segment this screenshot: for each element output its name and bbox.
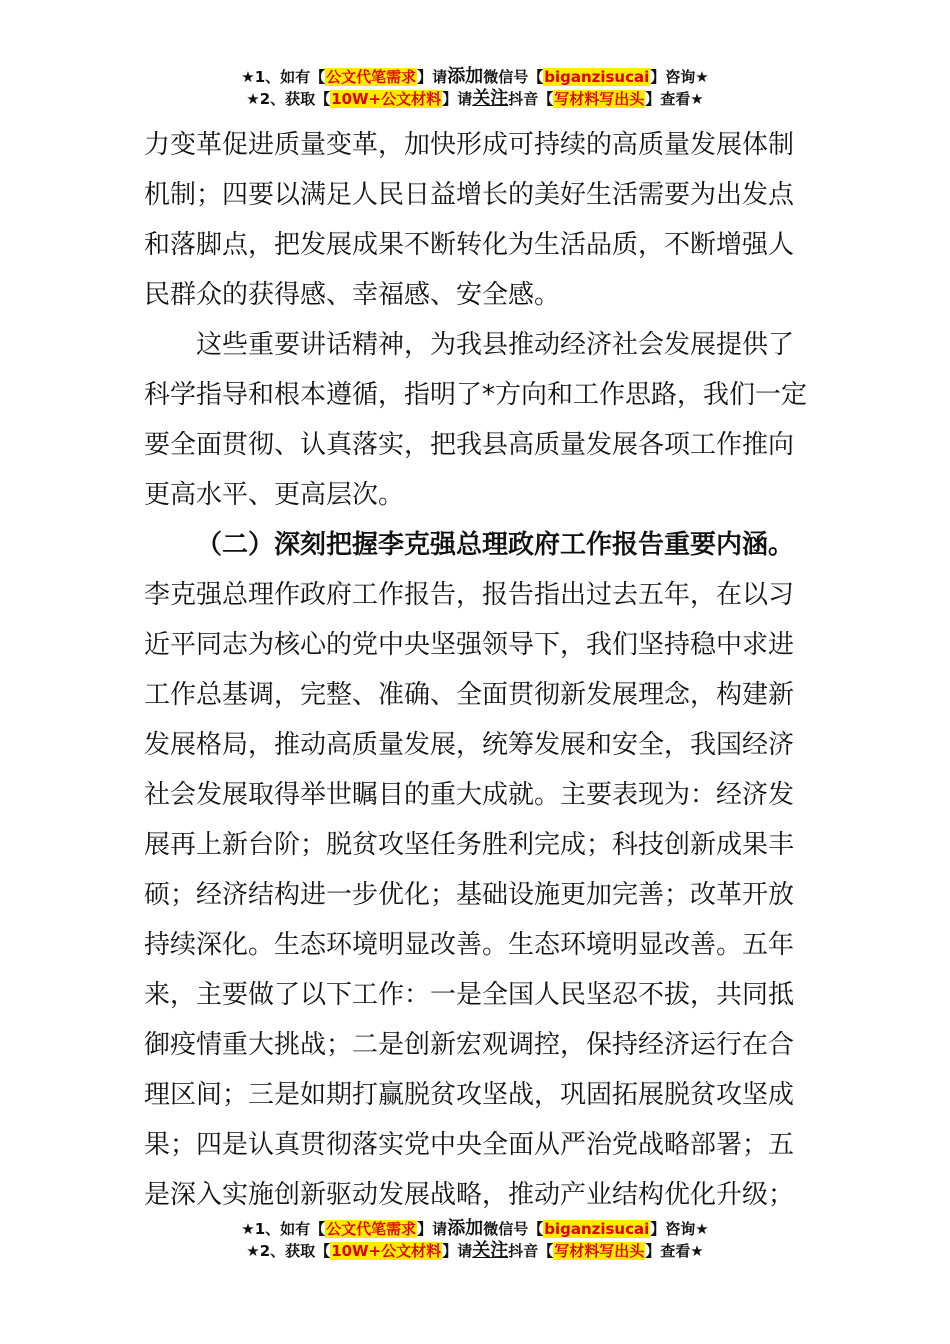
banner-highlight: 10W+公文材料 xyxy=(331,90,442,108)
banner-text: 】请 xyxy=(417,68,448,86)
banner-text: 抖音【 xyxy=(508,1242,554,1260)
banner-text: 】咨询★ xyxy=(650,1220,709,1238)
banner-line-2 xyxy=(0,1240,950,1262)
banner-highlight: 公文代笔需求 xyxy=(326,1220,417,1238)
banner-emphasis: 添加 xyxy=(447,1218,484,1239)
paragraph-continued: 力变革促进质量变革，加快形成可持续的高质量发展体制机制；四要以满足人民日益增长的美好生活需要为出发点和落脚点，把发展成果不断转化为生活品质，不断增强人民群众的获得感、幸福感、安全感。 xyxy=(144,130,795,310)
banner-highlight: 10W+公文材料 xyxy=(331,1242,442,1260)
banner-line-1 xyxy=(0,66,950,88)
banner-highlight: 公文代笔需求 xyxy=(326,68,417,86)
banner-text: ★2、获取【 xyxy=(246,1242,331,1260)
banner-text: 】请 xyxy=(442,1242,473,1260)
banner-emphasis: 关注 xyxy=(472,88,509,109)
banner-text: ★1、如有【 xyxy=(241,68,326,86)
banner-line-2 xyxy=(0,88,950,110)
header-banner xyxy=(0,66,950,110)
banner-line-1 xyxy=(0,1218,950,1240)
section-body: 李克强总理作政府工作报告，报告指出过去五年，在以习近平同志为核心的党中央坚强领导下，我们坚持稳中求进工作总基调，完整、准确、全面贯彻新发展理念，构建新发展格局，推动高质量发展，统筹发展和安全，我国经济社会发展取得举世瞩目的重大成就。主要表现为：经济发展再上新台阶；脱贫攻坚任务胜利完成；科技创新成果丰硕；经济结构进一步优化；基础设施更加完善；改革开放持续深化。生态环境明显改善。生态环境明显改善。五年来，主要做了以下工作：一是全国人民坚忍不拔，共同抵御疫情重大挑战；二是创新宏观调控，保持经济运行在合理区间；三是如期打赢脱贫攻坚战，巩固拓展脱贫攻坚成果；四是认真贯彻落实党中央全面从严治党战略部署；五是深入实施创新驱动发展战略，推动产业结构优化升级； xyxy=(144,580,795,1210)
footer-banner xyxy=(0,1218,950,1262)
banner-text: 】查看★ xyxy=(645,90,704,108)
banner-text: 】查看★ xyxy=(645,1242,704,1260)
section-heading: （二）深刻把握李克强总理政府工作报告重要内涵。 xyxy=(196,530,795,560)
banner-text: 】请 xyxy=(442,90,473,108)
banner-text: 】咨询★ xyxy=(650,68,709,86)
banner-highlight: biganzisucai xyxy=(544,68,650,86)
paragraph-section-two xyxy=(144,520,812,1220)
banner-text: 抖音【 xyxy=(508,90,554,108)
banner-text: 微信号【 xyxy=(483,68,544,86)
banner-text: ★2、获取【 xyxy=(246,90,331,108)
banner-text: 】请 xyxy=(417,1220,448,1238)
banner-text: ★1、如有【 xyxy=(241,1220,326,1238)
banner-emphasis: 关注 xyxy=(472,1240,509,1261)
document-body xyxy=(144,120,812,1220)
banner-highlight: biganzisucai xyxy=(544,1220,650,1238)
banner-emphasis: 添加 xyxy=(447,66,484,87)
banner-text: 微信号【 xyxy=(483,1220,544,1238)
banner-highlight: 写材料写出头 xyxy=(554,90,645,108)
paragraph-speech-spirit: 这些重要讲话精神，为我县推动经济社会发展提供了科学指导和根本遵循，指明了*方向和工作思路，我们一定要全面贯彻、认真落实，把我县高质量发展各项工作推向更高水平、更高层次。 xyxy=(144,330,808,510)
banner-highlight: 写材料写出头 xyxy=(554,1242,645,1260)
